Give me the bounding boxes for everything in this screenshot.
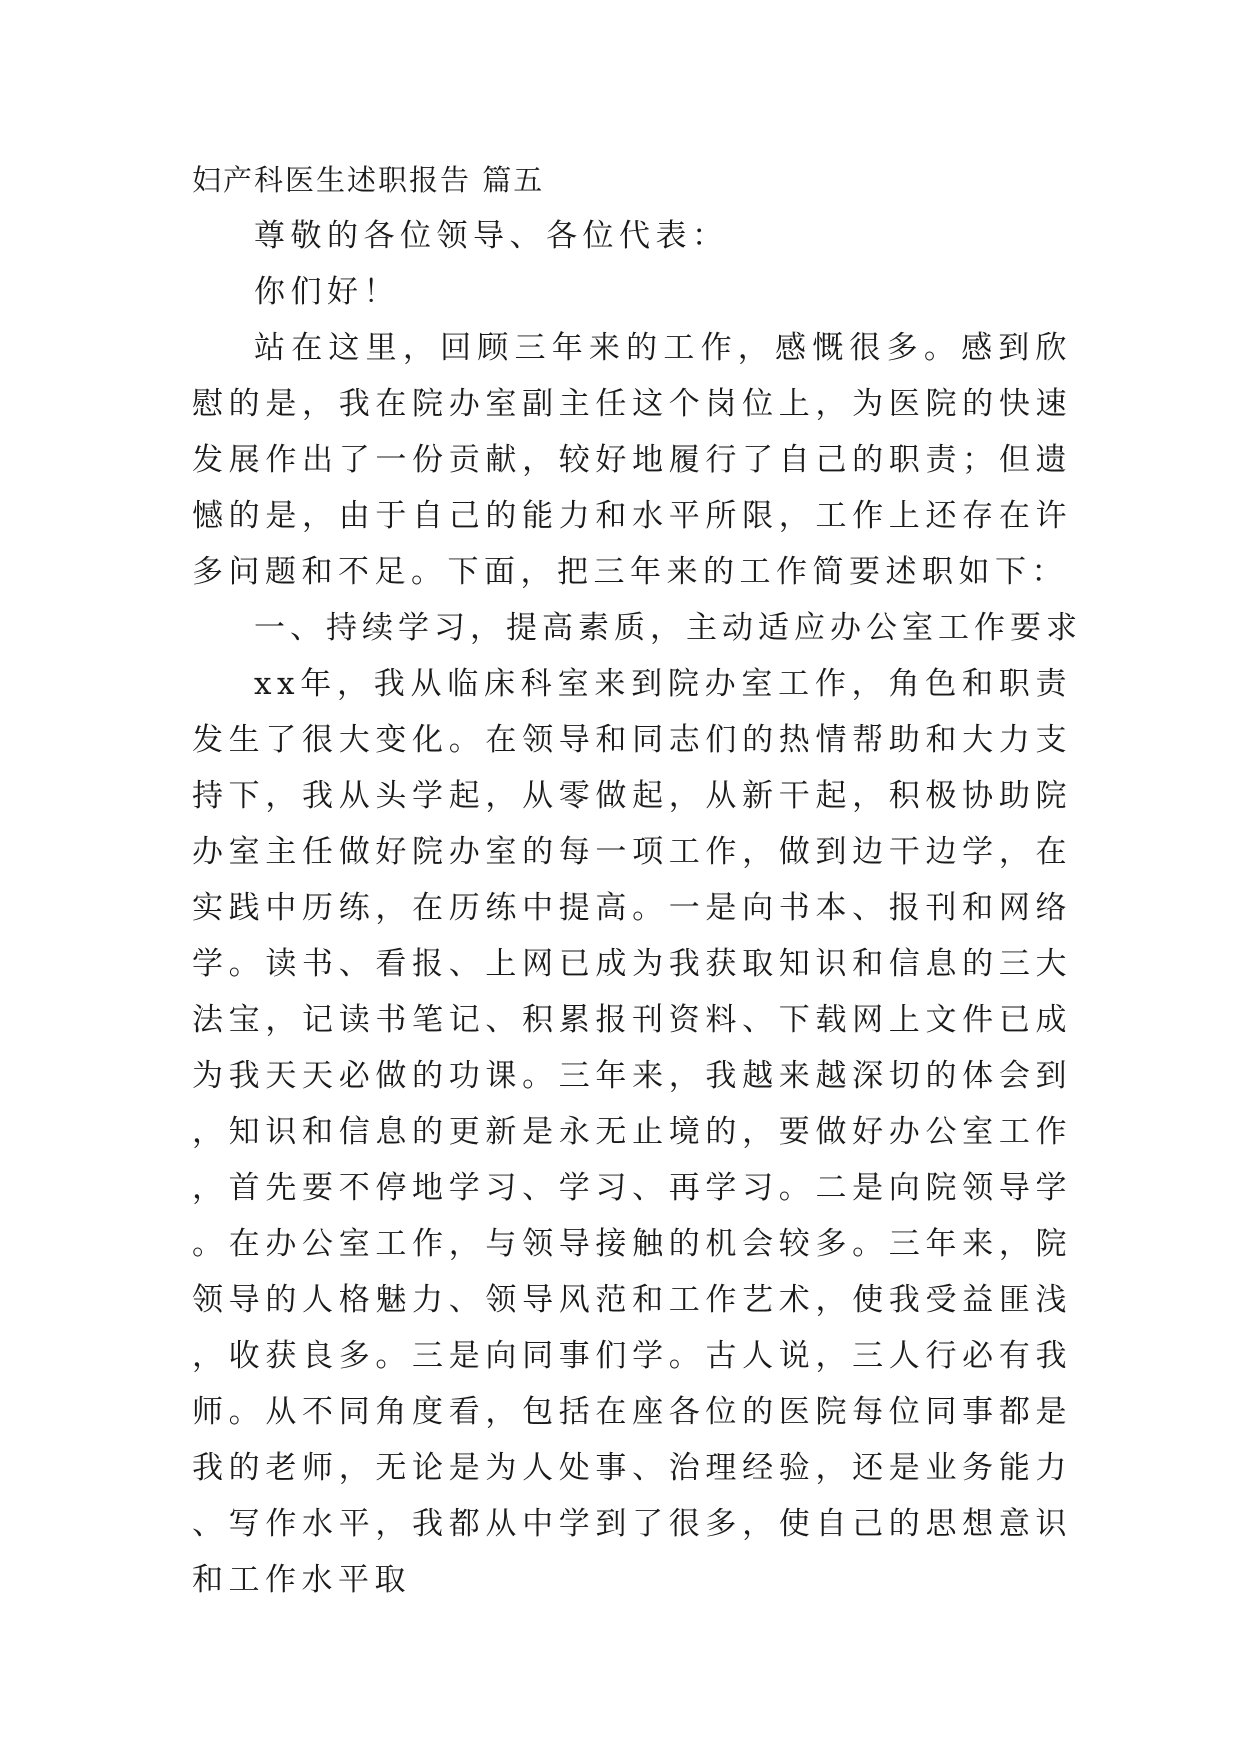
document-title: 妇产科医生述职报告 篇五: [192, 163, 545, 197]
salutation: 尊敬的各位领导、各位代表：: [254, 218, 729, 254]
section-heading: 一、持续学习，提高素质，主动适应办公室工作要求: [254, 610, 1082, 646]
document-body: [192, 152, 1082, 1608]
paragraph-intro: 站在这里，回顾三年来的工作，感慨很多。感到欣慰的是，我在院办室副主任这个岗位上，为医院的快速发展作出了一份贡献，较好地履行了自己的职责；但遗憾的是，由于自己的能力和水平所限，工作上还存在许多问题和不足。下面，把三年来的工作简要述职如下：: [192, 330, 1072, 590]
paragraph-learning: xx年，我从临床科室来到院办室工作，角色和职责发生了很大变化。在领导和同志们的热情帮助和大力支持下，我从头学起，从零做起，从新干起，积极协助院办室主任做好院办室的每一项工作，做到边干边学，在实践中历练，在历练中提高。一是向书本、报刊和网络学。读书、看报、上网已成为我获取知识和信息的三大法宝，记读书笔记、积累报刊资料、下载网上文件已成为我天天必做的功课。三年来，我越来越深切的体会到，知识和信息的更新是永无止境的，要做好办公室工作，首先要不停地学习、学习、再学习。二是向院领导学。在办公室工作，与领导接触的机会较多。三年来，院领导的人格魅力、领导风范和工作艺术，使我受益匪浅，收获良多。三是向同事们学。古人说，三人行必有我师。从不同角度看，包括在座各位的医院每位同事都是我的老师，无论是为人处事、治理经验，还是业务能力、写作水平，我都从中学到了很多，使自己的思想意识和工作水平取: [192, 666, 1072, 1598]
greeting: 你们好！: [254, 274, 400, 310]
